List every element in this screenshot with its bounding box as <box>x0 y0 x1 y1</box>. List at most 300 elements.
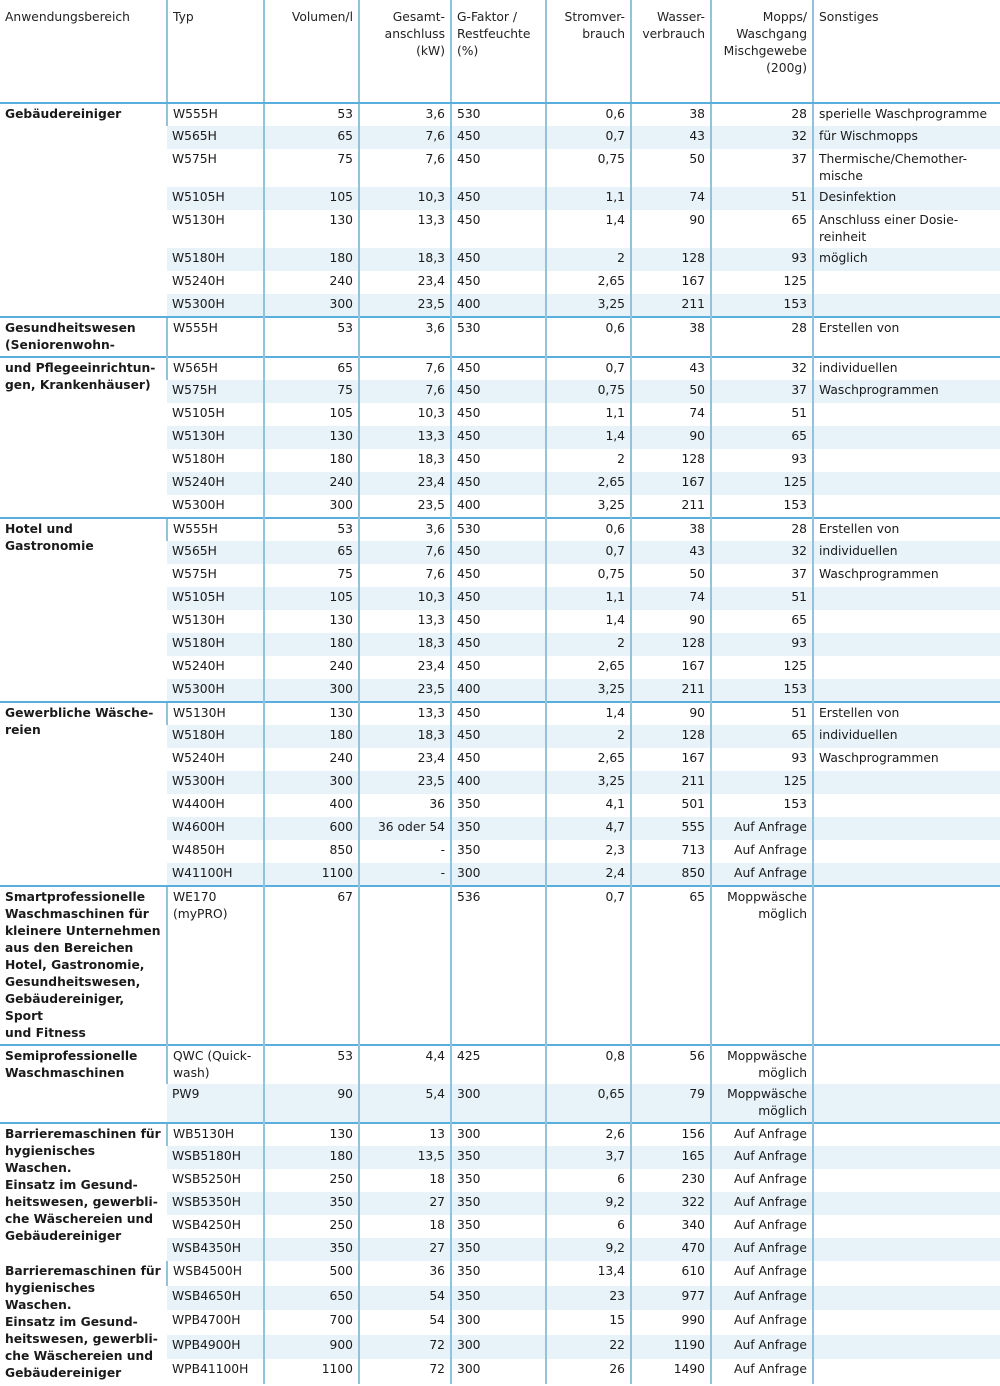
typ-cell: QWC (Quick- wash) <box>167 1045 264 1084</box>
volumen-cell: 105 <box>264 403 359 426</box>
sonstiges-cell: Anschluss einer Dosie- reinheit <box>813 210 1000 248</box>
wasserverbrauch-cell: 38 <box>631 518 711 541</box>
stromverbrauch-cell: 1,1 <box>546 187 631 210</box>
stromverbrauch-cell: 1,1 <box>546 403 631 426</box>
sonstiges-cell <box>813 840 1000 863</box>
mopps-cell: Auf Anfrage <box>711 1169 813 1192</box>
mopps-cell: Auf Anfrage <box>711 1192 813 1215</box>
typ-cell: W41100H <box>167 863 264 886</box>
gesamtanschluss-cell: - <box>359 840 451 863</box>
header-wasserverbrauch: Wasser- verbrauch <box>631 0 711 103</box>
sonstiges-cell: individuellen <box>813 541 1000 564</box>
volumen-cell: 65 <box>264 541 359 564</box>
wasserverbrauch-cell: 211 <box>631 495 711 518</box>
g-faktor-cell: 450 <box>451 633 546 656</box>
typ-cell: W5240H <box>172 751 225 765</box>
wasserverbrauch-cell: 610 <box>631 1261 711 1286</box>
gesamtanschluss-cell: 18,3 <box>359 725 451 748</box>
header-mopps: Mopps/ Waschgang Mischgewebe (200g) <box>711 0 813 103</box>
stromverbrauch-cell: 6 <box>546 1215 631 1238</box>
sonstiges-cell <box>813 794 1000 817</box>
typ-cell: W5130H <box>167 702 264 725</box>
wasserverbrauch-cell: 167 <box>631 271 711 294</box>
g-faktor-cell: 450 <box>451 248 546 271</box>
volumen-cell: 130 <box>264 702 359 725</box>
sonstiges-cell <box>813 863 1000 886</box>
volumen-cell: 105 <box>264 187 359 210</box>
stromverbrauch-cell: 4,7 <box>546 817 631 840</box>
sonstiges-cell: Waschprogrammen <box>813 564 1000 587</box>
mopps-cell: 125 <box>711 271 813 294</box>
g-faktor-cell: 450 <box>451 702 546 725</box>
gesamtanschluss-cell: 3,6 <box>359 317 451 357</box>
mopps-cell: Auf Anfrage <box>711 817 813 840</box>
g-faktor-cell: 300 <box>451 1123 546 1146</box>
stromverbrauch-cell: 1,4 <box>546 702 631 725</box>
sonstiges-cell <box>813 1146 1000 1169</box>
mopps-cell: Auf Anfrage <box>711 863 813 886</box>
wasserverbrauch-cell: 50 <box>631 149 711 187</box>
volumen-cell: 180 <box>264 633 359 656</box>
category-cell: und Pflegeeinrichtun- gen, Krankenhäuser) <box>0 357 167 518</box>
volumen-cell: 67 <box>264 886 359 1045</box>
table-body <box>0 103 1000 1384</box>
header-anwendungsbereich: Anwendungsbereich <box>0 0 167 103</box>
category-cell: Smartprofessionelle Waschmaschinen für kleinere Unternehmen aus den Bereichen Hotel, Gastronomie, Gesundheitswesen, Gebäudereiniger, Sport und Fitness <box>0 886 167 1045</box>
volumen-cell: 75 <box>264 149 359 187</box>
volumen-cell: 130 <box>264 426 359 449</box>
typ-cell: WSB4650H <box>167 1286 264 1311</box>
g-faktor-cell: 536 <box>451 886 546 1045</box>
mopps-cell: Auf Anfrage <box>711 1215 813 1238</box>
wasserverbrauch-cell: 38 <box>631 103 711 126</box>
wasserverbrauch-cell: 230 <box>631 1169 711 1192</box>
gesamtanschluss-cell: 18,3 <box>359 449 451 472</box>
volumen-cell: 240 <box>264 271 359 294</box>
gesamtanschluss-cell: 10,3 <box>359 403 451 426</box>
g-faktor-cell: 450 <box>451 149 546 187</box>
wasserverbrauch-cell: 128 <box>631 633 711 656</box>
table-row <box>0 1123 1000 1146</box>
typ-cell: W5180H <box>167 725 264 748</box>
g-faktor-cell: 300 <box>451 1335 546 1360</box>
g-faktor-cell: 450 <box>451 748 546 771</box>
g-faktor-cell: 530 <box>451 317 546 357</box>
volumen-cell: 300 <box>264 495 359 518</box>
g-faktor-cell: 450 <box>451 126 546 149</box>
sonstiges-cell: Erstellen von <box>813 518 1000 541</box>
typ-cell: W5300H <box>172 498 225 512</box>
volumen-cell: 75 <box>264 564 359 587</box>
gesamtanschluss-cell: 7,6 <box>359 541 451 564</box>
category-cell: Gewerbliche Wäsche- reien <box>0 702 167 886</box>
wasserverbrauch-cell: 1190 <box>631 1335 711 1360</box>
typ-cell: WB5130H <box>167 1123 264 1146</box>
sonstiges-cell <box>813 771 1000 794</box>
g-faktor-cell: 450 <box>451 210 546 248</box>
mopps-cell: 65 <box>711 725 813 748</box>
volumen-cell: 1100 <box>264 1359 359 1384</box>
g-faktor-cell: 350 <box>451 1192 546 1215</box>
typ-cell: W5240H <box>172 659 225 673</box>
mopps-cell: Moppwäsche möglich <box>711 1084 813 1123</box>
sonstiges-cell <box>813 1045 1000 1084</box>
mopps-cell: 28 <box>711 518 813 541</box>
sonstiges-cell: Erstellen von <box>813 317 1000 357</box>
g-faktor-cell: 450 <box>451 725 546 748</box>
g-faktor-cell: 350 <box>451 1286 546 1311</box>
typ-cell: W5180H <box>167 248 264 271</box>
mopps-cell: 32 <box>711 126 813 149</box>
mopps-cell: Auf Anfrage <box>711 840 813 863</box>
mopps-cell: 32 <box>711 541 813 564</box>
stromverbrauch-cell: 9,2 <box>546 1192 631 1215</box>
stromverbrauch-cell: 3,25 <box>546 294 631 317</box>
typ-cell: WSB4500H <box>167 1261 264 1286</box>
volumen-cell: 180 <box>264 449 359 472</box>
header-row <box>0 0 1000 103</box>
stromverbrauch-cell: 2 <box>546 248 631 271</box>
g-faktor-cell: 400 <box>451 679 546 702</box>
volumen-cell: 105 <box>264 587 359 610</box>
volumen-cell: 250 <box>264 1215 359 1238</box>
typ-cell: WSB5180H <box>167 1146 264 1169</box>
stromverbrauch-cell: 0,75 <box>546 380 631 403</box>
sonstiges-cell <box>813 1238 1000 1261</box>
volumen-cell: 53 <box>264 317 359 357</box>
volumen-cell: 650 <box>264 1286 359 1311</box>
volumen-cell: 240 <box>264 656 359 679</box>
wasserverbrauch-cell: 74 <box>631 587 711 610</box>
g-faktor-cell: 450 <box>451 564 546 587</box>
volumen-cell: 130 <box>264 210 359 248</box>
g-faktor-cell: 450 <box>451 187 546 210</box>
sonstiges-cell <box>813 1215 1000 1238</box>
typ-cell: W575H <box>172 567 217 581</box>
g-faktor-cell: 450 <box>451 541 546 564</box>
table-row <box>0 1045 1000 1084</box>
typ-cell: WSB4350H <box>167 1238 264 1261</box>
table-row <box>0 317 1000 357</box>
sonstiges-cell: Waschprogrammen <box>813 380 1000 403</box>
category-cell: Hotel und Gastronomie <box>0 518 167 702</box>
wasserverbrauch-cell: 167 <box>631 748 711 771</box>
mopps-cell: 32 <box>711 357 813 380</box>
stromverbrauch-cell: 0,65 <box>546 1084 631 1123</box>
gesamtanschluss-cell: 7,6 <box>359 380 451 403</box>
stromverbrauch-cell: 2,65 <box>546 472 631 495</box>
sonstiges-cell <box>813 1261 1000 1286</box>
volumen-cell: 240 <box>264 472 359 495</box>
mopps-cell: 28 <box>711 317 813 357</box>
g-faktor-cell: 350 <box>451 1215 546 1238</box>
gesamtanschluss-cell: 7,6 <box>359 149 451 187</box>
stromverbrauch-cell: 2,65 <box>546 271 631 294</box>
wasserverbrauch-cell: 43 <box>631 126 711 149</box>
mopps-cell: 65 <box>711 210 813 248</box>
stromverbrauch-cell: 2,4 <box>546 863 631 886</box>
g-faktor-cell: 450 <box>451 380 546 403</box>
stromverbrauch-cell: 0,7 <box>546 126 631 149</box>
wasserverbrauch-cell: 50 <box>631 564 711 587</box>
table-row <box>0 886 1000 1045</box>
g-faktor-cell: 350 <box>451 1146 546 1169</box>
gesamtanschluss-cell: 72 <box>359 1335 451 1360</box>
wasserverbrauch-cell: 43 <box>631 357 711 380</box>
stromverbrauch-cell: 2 <box>546 633 631 656</box>
category-cell: Gebäudereiniger <box>0 103 167 317</box>
wasserverbrauch-cell: 128 <box>631 248 711 271</box>
g-faktor-cell: 450 <box>451 610 546 633</box>
wasserverbrauch-cell: 50 <box>631 380 711 403</box>
category-cell: Gesundheitswesen (Seniorenwohn- <box>0 317 167 357</box>
typ-cell: W5105H <box>172 406 225 420</box>
sonstiges-cell: individuellen <box>813 357 1000 380</box>
wasserverbrauch-cell: 977 <box>631 1286 711 1311</box>
typ-cell: WSB5350H <box>167 1192 264 1215</box>
mopps-cell: 65 <box>711 610 813 633</box>
stromverbrauch-cell: 0,6 <box>546 317 631 357</box>
wasserverbrauch-cell: 470 <box>631 1238 711 1261</box>
wasserverbrauch-cell: 555 <box>631 817 711 840</box>
typ-cell: WSB5250H <box>172 1172 241 1186</box>
sonstiges-cell: möglich <box>813 248 1000 271</box>
gesamtanschluss-cell: 23,4 <box>359 271 451 294</box>
typ-cell: WPB41100H <box>172 1362 249 1377</box>
mopps-cell: 125 <box>711 656 813 679</box>
g-faktor-cell: 350 <box>451 794 546 817</box>
wasserverbrauch-cell: 74 <box>631 403 711 426</box>
gesamtanschluss-cell: 23,4 <box>359 472 451 495</box>
mopps-cell: Auf Anfrage <box>711 1238 813 1261</box>
stromverbrauch-cell: 0,6 <box>546 518 631 541</box>
wasserverbrauch-cell: 65 <box>631 886 711 1045</box>
gesamtanschluss-cell: - <box>359 863 451 886</box>
typ-cell: WE170 (myPRO) <box>167 886 264 1045</box>
sonstiges-cell <box>813 1123 1000 1146</box>
table-row <box>0 518 1000 541</box>
stromverbrauch-cell: 22 <box>546 1335 631 1360</box>
stromverbrauch-cell: 0,6 <box>546 103 631 126</box>
volumen-cell: 240 <box>264 748 359 771</box>
g-faktor-cell: 300 <box>451 863 546 886</box>
mopps-cell: 37 <box>711 564 813 587</box>
typ-cell: PW9 <box>167 1084 264 1123</box>
gesamtanschluss-cell: 23,5 <box>359 495 451 518</box>
typ-cell: W4600H <box>167 817 264 840</box>
gesamtanschluss-cell: 3,6 <box>359 103 451 126</box>
gesamtanschluss-cell: 36 oder 54 <box>359 817 451 840</box>
wasserverbrauch-cell: 156 <box>631 1123 711 1146</box>
stromverbrauch-cell: 2 <box>546 725 631 748</box>
gesamtanschluss-cell: 13 <box>359 1123 451 1146</box>
sonstiges-cell <box>813 610 1000 633</box>
volumen-cell: 180 <box>264 248 359 271</box>
typ-cell: W575H <box>167 380 264 403</box>
volumen-cell: 500 <box>264 1261 359 1286</box>
gesamtanschluss-cell: 23,5 <box>359 679 451 702</box>
sonstiges-cell: Desinfektion <box>813 187 1000 210</box>
category-cell: Semiprofessionelle Waschmaschinen <box>0 1045 167 1123</box>
g-faktor-cell: 300 <box>451 1084 546 1123</box>
header-g-faktor: G-Faktor / Restfeuchte (%) <box>451 0 546 103</box>
volumen-cell: 53 <box>264 518 359 541</box>
table-row <box>0 1261 1000 1286</box>
mopps-cell: Moppwäsche möglich <box>711 1045 813 1084</box>
volumen-cell: 180 <box>264 725 359 748</box>
mopps-cell: Auf Anfrage <box>711 1123 813 1146</box>
stromverbrauch-cell: 2,6 <box>546 1123 631 1146</box>
g-faktor-cell: 450 <box>451 656 546 679</box>
gesamtanschluss-cell: 3,6 <box>359 518 451 541</box>
typ-cell: W565H <box>167 357 264 380</box>
sonstiges-cell <box>813 1310 1000 1335</box>
stromverbrauch-cell: 4,1 <box>546 794 631 817</box>
volumen-cell: 53 <box>264 1045 359 1084</box>
stromverbrauch-cell: 26 <box>546 1359 631 1384</box>
g-faktor-cell: 530 <box>451 103 546 126</box>
gesamtanschluss-cell: 18,3 <box>359 633 451 656</box>
sonstiges-cell <box>813 495 1000 518</box>
gesamtanschluss-cell: 13,5 <box>359 1146 451 1169</box>
stromverbrauch-cell: 3,25 <box>546 679 631 702</box>
gesamtanschluss-cell: 23,4 <box>359 748 451 771</box>
volumen-cell: 53 <box>264 103 359 126</box>
sonstiges-cell <box>813 472 1000 495</box>
g-faktor-cell: 425 <box>451 1045 546 1084</box>
gesamtanschluss-cell: 18 <box>359 1215 451 1238</box>
mopps-cell: 65 <box>711 426 813 449</box>
sonstiges-cell <box>813 426 1000 449</box>
stromverbrauch-cell: 3,25 <box>546 771 631 794</box>
sonstiges-cell <box>813 1359 1000 1384</box>
volumen-cell: 130 <box>264 1123 359 1146</box>
mopps-cell: 93 <box>711 748 813 771</box>
wasserverbrauch-cell: 128 <box>631 449 711 472</box>
stromverbrauch-cell: 2,3 <box>546 840 631 863</box>
gesamtanschluss-cell <box>359 886 451 1045</box>
typ-cell: W5300H <box>167 771 264 794</box>
mopps-cell: Auf Anfrage <box>711 1335 813 1360</box>
volumen-cell: 400 <box>264 794 359 817</box>
wasserverbrauch-cell: 850 <box>631 863 711 886</box>
stromverbrauch-cell: 1,1 <box>546 587 631 610</box>
gesamtanschluss-cell: 23,4 <box>359 656 451 679</box>
volumen-cell: 90 <box>264 1084 359 1123</box>
gesamtanschluss-cell: 5,4 <box>359 1084 451 1123</box>
volumen-cell: 75 <box>264 380 359 403</box>
typ-cell: W565H <box>167 126 264 149</box>
g-faktor-cell: 450 <box>451 449 546 472</box>
gesamtanschluss-cell: 36 <box>359 794 451 817</box>
g-faktor-cell: 450 <box>451 271 546 294</box>
stromverbrauch-cell: 3,7 <box>546 1146 631 1169</box>
gesamtanschluss-cell: 13,3 <box>359 610 451 633</box>
mopps-cell: 153 <box>711 495 813 518</box>
header-gesamtanschluss: Gesamt- anschluss (kW) <box>359 0 451 103</box>
volumen-cell: 130 <box>264 610 359 633</box>
stromverbrauch-cell: 9,2 <box>546 1238 631 1261</box>
wasserverbrauch-cell: 74 <box>631 187 711 210</box>
mopps-cell: 51 <box>711 187 813 210</box>
typ-cell: W555H <box>167 317 264 357</box>
g-faktor-cell: 350 <box>451 1238 546 1261</box>
stromverbrauch-cell: 0,75 <box>546 149 631 187</box>
stromverbrauch-cell: 1,4 <box>546 426 631 449</box>
mopps-cell: 51 <box>711 587 813 610</box>
volumen-cell: 300 <box>264 679 359 702</box>
sonstiges-cell <box>813 817 1000 840</box>
volumen-cell: 300 <box>264 294 359 317</box>
volumen-cell: 1100 <box>264 863 359 886</box>
stromverbrauch-cell: 6 <box>546 1169 631 1192</box>
mopps-cell: 28 <box>711 103 813 126</box>
stromverbrauch-cell: 0,7 <box>546 541 631 564</box>
volumen-cell: 65 <box>264 126 359 149</box>
g-faktor-cell: 450 <box>451 403 546 426</box>
category-cell: Barrieremaschinen für hygienisches Waschen. Einsatz im Gesund- heitswesen, gewerbli- che Wäschereien und Gebäudereiniger <box>0 1123 167 1261</box>
gesamtanschluss-cell: 18 <box>359 1169 451 1192</box>
typ-cell: W5130H <box>167 426 264 449</box>
wasserverbrauch-cell: 90 <box>631 426 711 449</box>
g-faktor-cell: 400 <box>451 495 546 518</box>
wasserverbrauch-cell: 501 <box>631 794 711 817</box>
stromverbrauch-cell: 0,8 <box>546 1045 631 1084</box>
gesamtanschluss-cell: 7,6 <box>359 357 451 380</box>
g-faktor-cell: 450 <box>451 357 546 380</box>
sonstiges-cell <box>813 294 1000 317</box>
table-row <box>0 702 1000 725</box>
volumen-cell: 700 <box>264 1310 359 1335</box>
wasserverbrauch-cell: 128 <box>631 725 711 748</box>
g-faktor-cell: 300 <box>451 1310 546 1335</box>
volumen-cell: 65 <box>264 357 359 380</box>
sonstiges-cell: individuellen <box>813 725 1000 748</box>
gesamtanschluss-cell: 27 <box>359 1238 451 1261</box>
typ-cell: W5180H <box>167 633 264 656</box>
sonstiges-cell <box>813 886 1000 1045</box>
gesamtanschluss-cell: 10,3 <box>359 587 451 610</box>
stromverbrauch-cell: 3,25 <box>546 495 631 518</box>
gesamtanschluss-cell: 10,3 <box>359 187 451 210</box>
wasserverbrauch-cell: 713 <box>631 840 711 863</box>
typ-cell: W5130H <box>172 213 225 227</box>
stromverbrauch-cell: 0,75 <box>546 564 631 587</box>
gesamtanschluss-cell: 54 <box>359 1310 451 1335</box>
mopps-cell: Auf Anfrage <box>711 1286 813 1311</box>
gesamtanschluss-cell: 4,4 <box>359 1045 451 1084</box>
gesamtanschluss-cell: 13,3 <box>359 426 451 449</box>
mopps-cell: Moppwäsche möglich <box>711 886 813 1045</box>
typ-cell: W4400H <box>172 797 225 811</box>
sonstiges-cell: Erstellen von <box>813 702 1000 725</box>
wasserverbrauch-cell: 38 <box>631 317 711 357</box>
mopps-cell: 153 <box>711 294 813 317</box>
typ-cell: W4850H <box>172 843 225 857</box>
mopps-cell: Auf Anfrage <box>711 1359 813 1384</box>
stromverbrauch-cell: 2,65 <box>546 748 631 771</box>
mopps-cell: Auf Anfrage <box>711 1146 813 1169</box>
gesamtanschluss-cell: 7,6 <box>359 564 451 587</box>
table-row <box>0 357 1000 380</box>
wasserverbrauch-cell: 211 <box>631 771 711 794</box>
sonstiges-cell <box>813 587 1000 610</box>
sonstiges-cell <box>813 403 1000 426</box>
wasserverbrauch-cell: 167 <box>631 472 711 495</box>
typ-cell: W575H <box>172 152 217 166</box>
volumen-cell: 850 <box>264 840 359 863</box>
volumen-cell: 250 <box>264 1169 359 1192</box>
